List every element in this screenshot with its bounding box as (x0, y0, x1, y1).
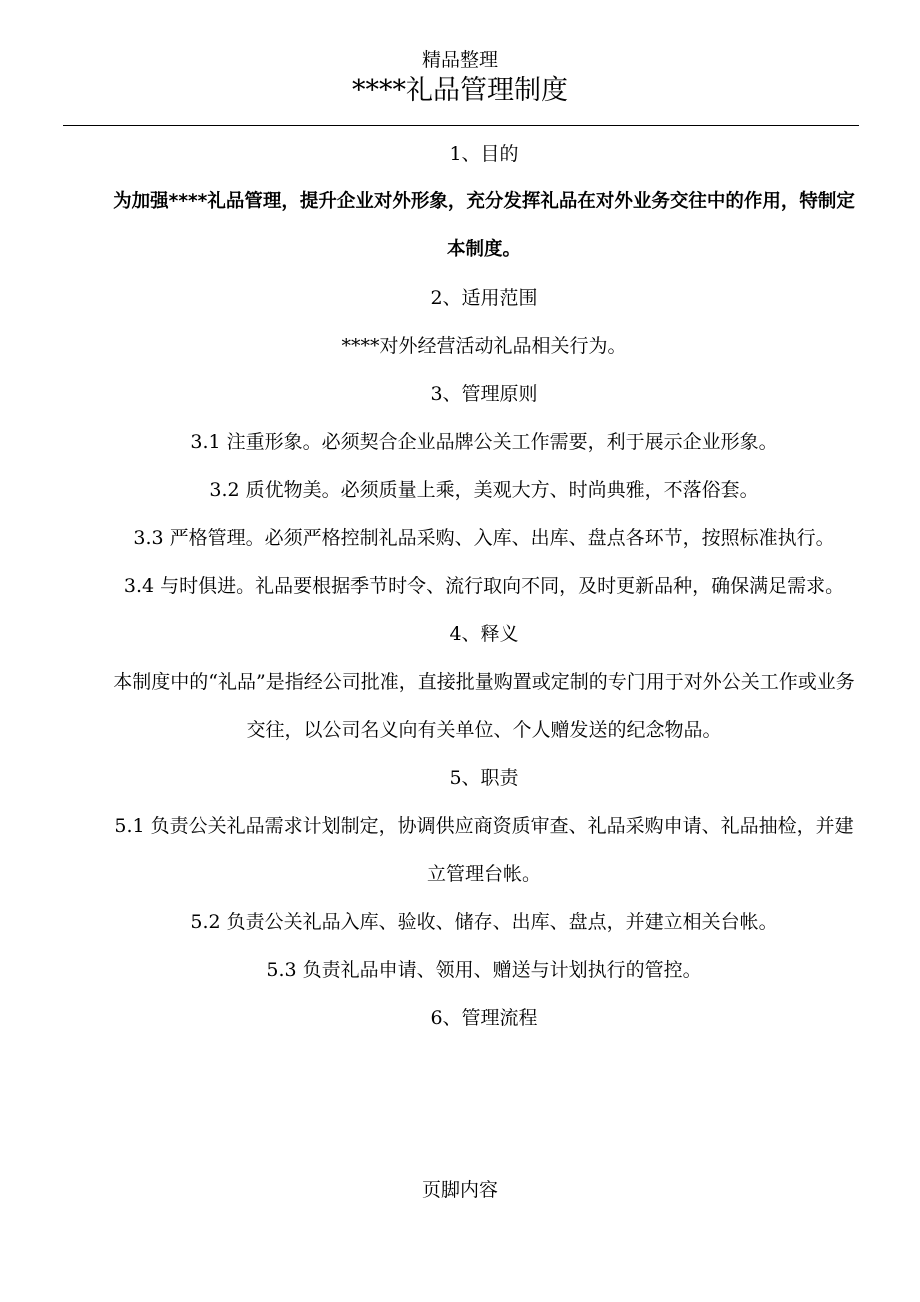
section-3-4: 3.4 与时俱进。礼品要根据季节时令、流行取向不同，及时更新品种，确保满足需求。 (123, 575, 845, 597)
section-1-heading: 1、目的 (449, 143, 519, 165)
section-1-text: 为加强****礼品管理，提升企业对外形象，充分发挥礼品在对外业务交往中的作用，特制定本制度。 (113, 191, 855, 260)
section-3-3: 3.3 严格管理。必须严格控制礼品采购、入库、出库、盘点各环节，按照标准执行。 (133, 527, 835, 549)
section-3-heading: 3、管理原则 (430, 383, 538, 405)
document-title: ****礼品管理制度 (352, 75, 568, 106)
section-5-3: 5.3 负责礼品申请、领用、赠送与计划执行的管控。 (266, 959, 702, 981)
section-3-2: 3.2 质优物美。必须质量上乘，美观大方、时尚典雅，不落俗套。 (209, 479, 759, 501)
section-4-heading: 4、释义 (449, 623, 519, 645)
section-2-text: ****对外经营活动礼品相关行为。 (341, 335, 627, 357)
section-5-heading: 5、职责 (449, 767, 519, 789)
title-divider (63, 125, 859, 126)
section-2-heading: 2、适用范围 (430, 287, 538, 309)
section-3-1: 3.1 注重形象。必须契合企业品牌公关工作需要，利于展示企业形象。 (190, 431, 778, 453)
header-note: 精品整理 (421, 49, 498, 71)
section-5-1: 5.1 负责公关礼品需求计划制定，协调供应商资质审查、礼品采购申请、礼品抽检，并建立管理台帐。 (114, 815, 854, 885)
document-body (105, 130, 863, 1042)
section-6-heading: 6、管理流程 (430, 1007, 538, 1029)
section-4-text: 本制度中的“礼品”是指经公司批准，直接批量购置或定制的专门用于对外公关工作或业务交往，以公司名义向有关单位、个人赠发送的纪念物品。 (113, 671, 855, 741)
section-5-2: 5.2 负责公关礼品入库、验收、储存、出库、盘点，并建立相关台帐。 (190, 911, 778, 933)
page-footer: 页脚内容 (421, 1179, 498, 1201)
